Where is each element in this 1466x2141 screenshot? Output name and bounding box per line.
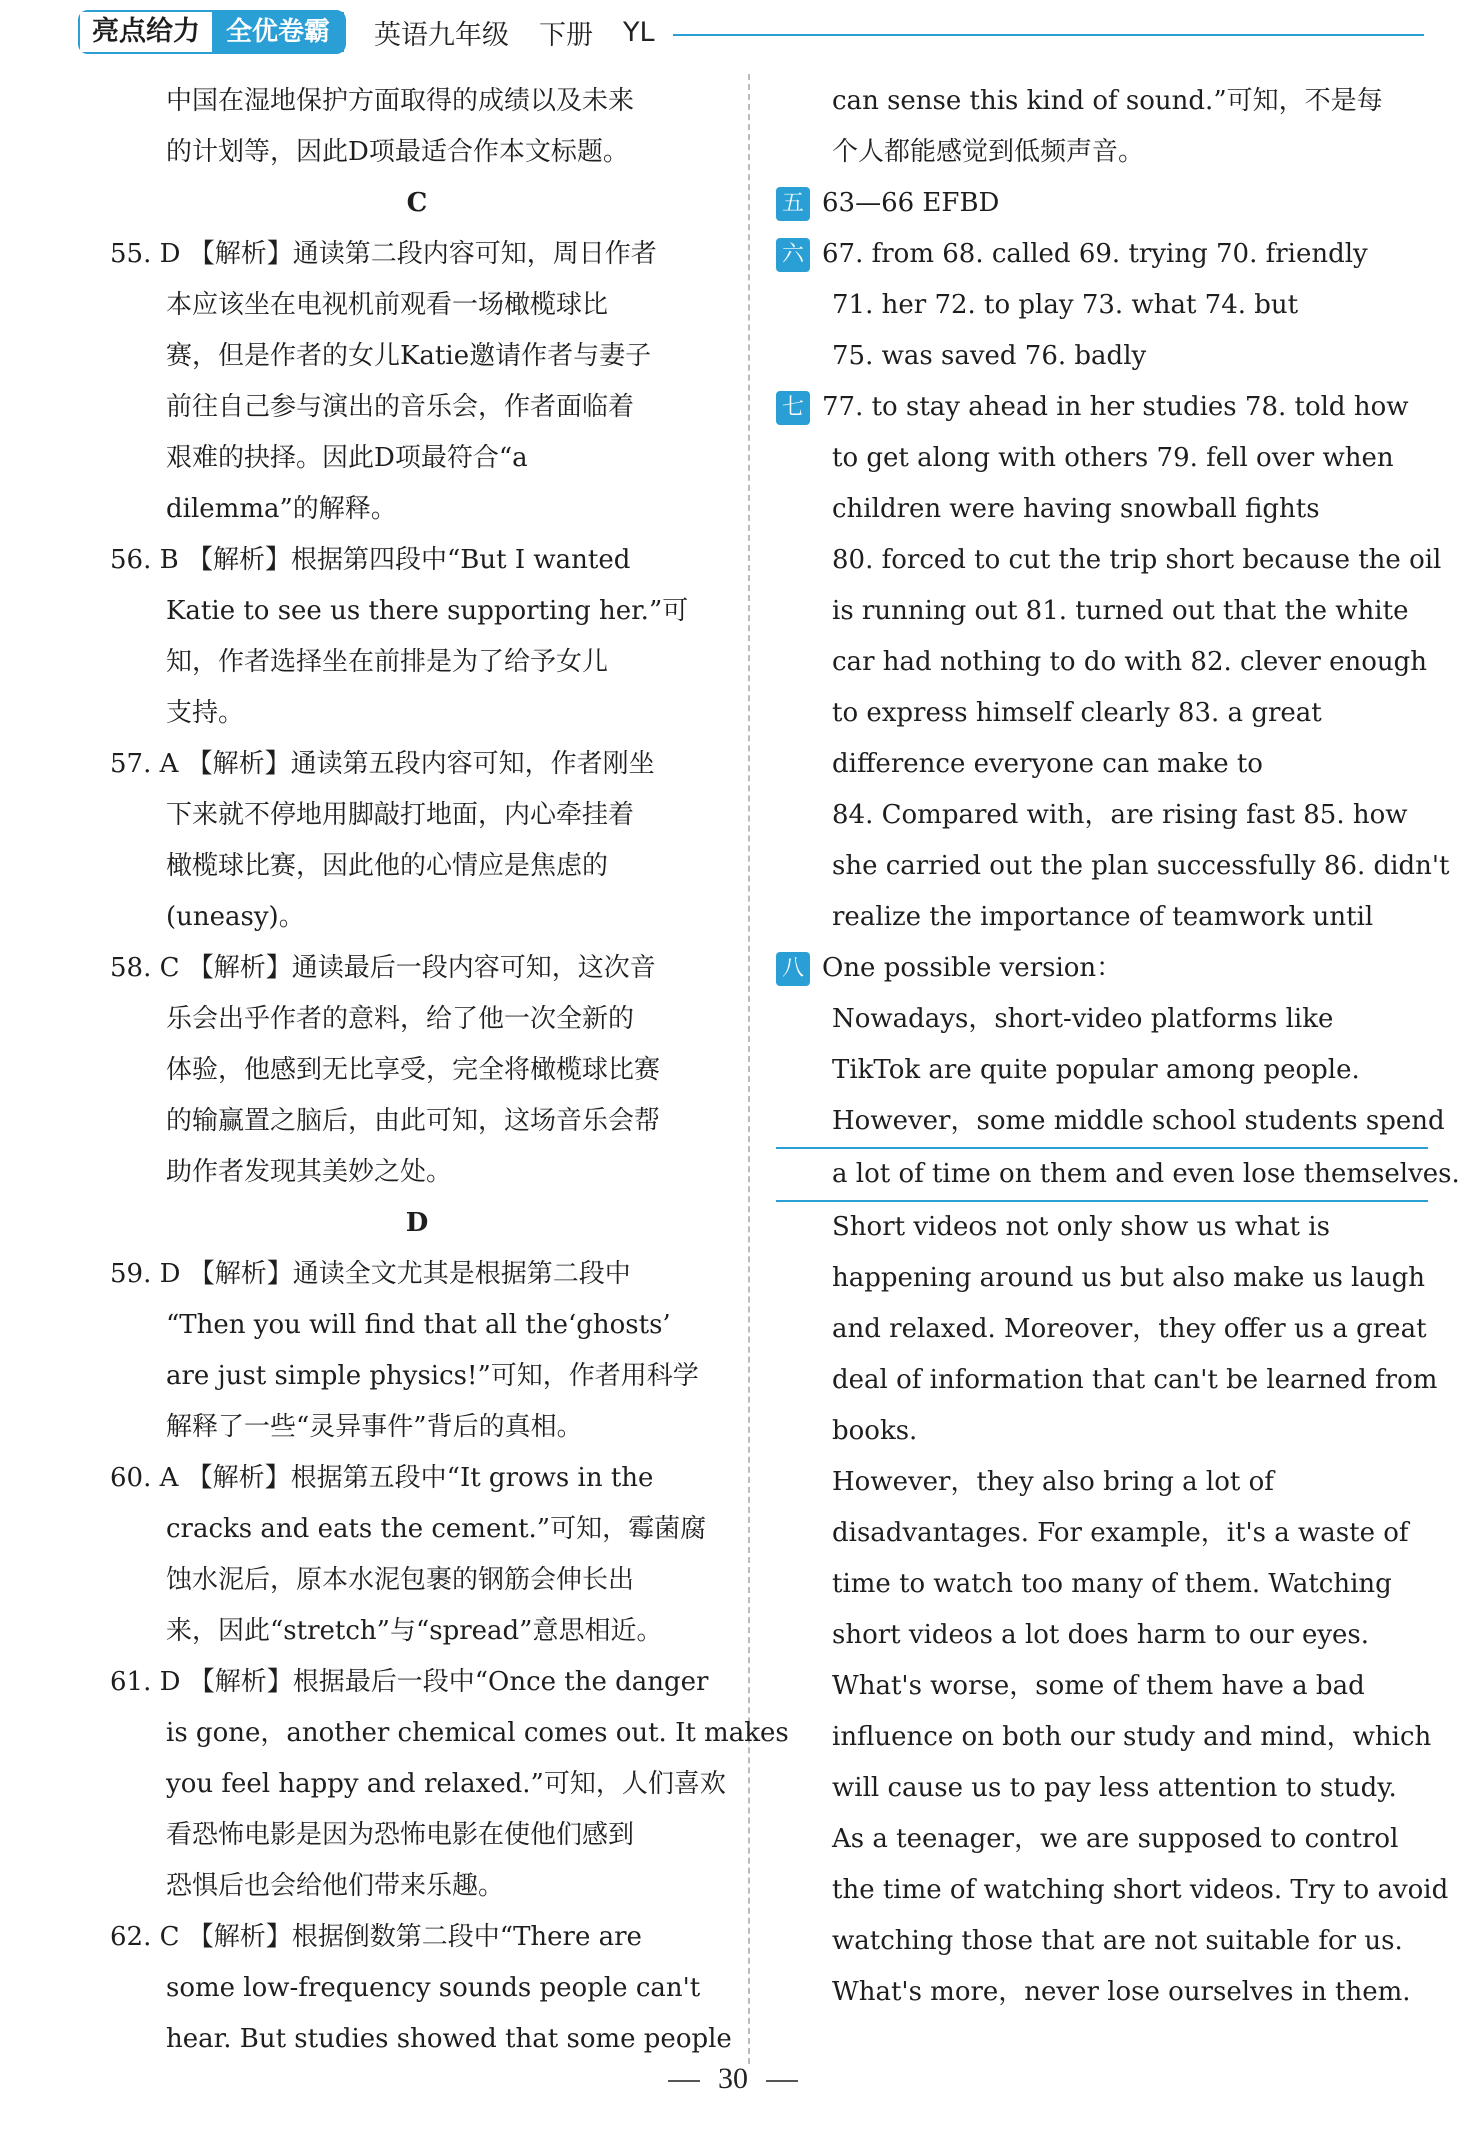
- section-seven: [776, 382, 1428, 433]
- brand-logo: [78, 10, 346, 54]
- section-eight: [776, 943, 1428, 994]
- text-line: 前往自己参与演出的音乐会，作者面临着: [166, 392, 635, 422]
- text-line: 乐会出乎作者的意料，给了他一次全新的: [166, 1004, 635, 1034]
- text-line: (uneasy)。: [166, 902, 305, 932]
- answer-line: 55. D 【解析】通读第二段内容可知，周日作者: [110, 239, 657, 269]
- section-marker: 八: [776, 952, 810, 986]
- subject: 英语九年级: [374, 19, 510, 51]
- brand-part1: 亮点给力: [80, 12, 212, 52]
- section-marker: 七: [776, 391, 810, 425]
- essay-line: books.: [832, 1416, 918, 1446]
- essay-line: Short videos not only show us what is: [832, 1212, 1330, 1242]
- text-line: car had nothing to do with 82. clever enough: [832, 647, 1427, 677]
- answer-line: 58. C 【解析】通读最后一段内容可知，这次音: [110, 953, 656, 983]
- essay-line: However，they also bring a lot of: [832, 1467, 1274, 1497]
- essay-line: and relaxed. Moreover，they offer us a great: [832, 1314, 1427, 1344]
- text-line: 71. her 72. to play 73. what 74. but: [832, 290, 1299, 320]
- essay-line: the time of watching short videos. Try to avoid: [832, 1875, 1449, 1905]
- text-line: 80. forced to cut the trip short because the oil: [832, 545, 1442, 575]
- essay-line: a lot of time on them and even lose themselves.: [776, 1149, 1428, 1202]
- essay-line: deal of information that can't be learned from: [832, 1365, 1438, 1395]
- text-line: 助作者发现其美妙之处。: [166, 1157, 453, 1187]
- text-line: you feel happy and relaxed.”可知，人们喜欢: [166, 1769, 726, 1799]
- header-rule: [673, 34, 1424, 36]
- column-divider: [748, 74, 750, 2064]
- text-line: “Then you will find that all the‘ghosts’: [166, 1310, 671, 1340]
- text-line: 中国在湿地保护方面取得的成绩以及未来: [166, 86, 635, 116]
- text-line: to get along with others 79. fell over when: [832, 443, 1394, 473]
- text-line: 恐惧后也会给他们带来乐趣。: [166, 1871, 505, 1901]
- page-number-value: 30: [718, 2062, 748, 2095]
- text-line: 来，因此“stretch”与“spread”意思相近。: [166, 1616, 663, 1646]
- text-line: 的计划等，因此D项最适合作本文标题。: [166, 137, 629, 167]
- text-line: Katie to see us there supporting her.”可: [166, 596, 689, 626]
- answer-line: 60. A 【解析】根据第五段中“It grows in the: [110, 1463, 654, 1493]
- text-line: 知，作者选择坐在前排是为了给予女儿: [166, 647, 609, 677]
- essay-line: happening around us but also make us laugh: [832, 1263, 1426, 1293]
- essay-line: time to watch too many of them. Watching: [832, 1569, 1392, 1599]
- essay-line: As a teenager，we are supposed to control: [832, 1824, 1399, 1854]
- text-line: she carried out the plan successfully 86. didn't: [832, 851, 1450, 881]
- answer-line: 59. D 【解析】通读全文尤其是根据第二段中: [110, 1259, 631, 1289]
- page-number-dash: [668, 2080, 700, 2082]
- section-heading-d: D: [405, 1208, 429, 1238]
- essay-line: What's worse，some of them have a bad: [832, 1671, 1365, 1701]
- text-line: 艰难的抉择。因此D项最符合“a: [166, 443, 528, 473]
- brand-part2: 全优卷霸: [212, 12, 344, 52]
- text-line: 个人都能感觉到低频声音。: [832, 137, 1145, 167]
- answer-line: 61. D 【解析】根据最后一段中“Once the danger: [110, 1667, 709, 1697]
- text-line: is gone，another chemical comes out. It makes: [166, 1718, 789, 1748]
- text-line: 解释了一些“灵异事件”背后的真相。: [166, 1412, 583, 1442]
- version-heading: One possible version：: [822, 953, 1123, 983]
- section-marker: 六: [776, 238, 810, 272]
- essay-line: watching those that are not suitable for us.: [832, 1926, 1403, 1956]
- text-line: 支持。: [166, 698, 245, 728]
- text-line: to express himself clearly 83. a great: [832, 698, 1322, 728]
- essay-line: What's more，never lose ourselves in them.: [832, 1977, 1411, 2007]
- text-line: hear. But studies showed that some people: [166, 2024, 732, 2054]
- answer-text: 67. from 68. called 69. trying 70. friendly: [822, 239, 1368, 269]
- text-line: some low-frequency sounds people can't: [166, 1973, 701, 2003]
- essay-line: Nowadays，short-video platforms like: [832, 1004, 1334, 1034]
- right-column: [776, 76, 1460, 2018]
- text-line: 体验，他感到无比享受，完全将橄榄球比赛: [166, 1055, 661, 1085]
- answer-line: 56. B 【解析】根据第四段中“But I wanted: [110, 545, 631, 575]
- text-line: is running out 81. turned out that the white: [832, 596, 1409, 626]
- section-six: [776, 229, 1428, 280]
- text-line: 橄榄球比赛，因此他的心情应是焦虑的: [166, 851, 609, 881]
- page-header: [78, 10, 1424, 54]
- text-line: 的输赢置之脑后，由此可知，这场音乐会帮: [166, 1106, 661, 1136]
- section-five: [776, 178, 1428, 229]
- essay-line: will cause us to pay less attention to study.: [832, 1773, 1397, 1803]
- essay-line: However，some middle school students spend: [776, 1096, 1428, 1149]
- text-line: 赛，但是作者的女儿Katie邀请作者与妻子: [166, 341, 652, 371]
- text-line: 75. was saved 76. badly: [832, 341, 1147, 371]
- text-line: 下来就不停地用脚敲打地面，内心牵挂着: [166, 800, 635, 830]
- volume: 下册: [539, 19, 594, 51]
- text-line: cracks and eats the cement.”可知，霉菌腐: [166, 1514, 707, 1544]
- page-number: [0, 2062, 1466, 2096]
- text-line: children were having snowball fights: [832, 494, 1320, 524]
- essay-line: disadvantages. For example，it's a waste of: [832, 1518, 1409, 1548]
- left-column: [110, 76, 789, 2065]
- section-marker: 五: [776, 187, 810, 221]
- page-number-dash: [766, 2080, 798, 2082]
- text-line: are just simple physics!”可知，作者用科学: [166, 1361, 699, 1391]
- answer-line: 57. A 【解析】通读第五段内容可知，作者刚坐: [110, 749, 655, 779]
- text-line: 蚀水泥后，原本水泥包裹的钢筋会伸长出: [166, 1565, 635, 1595]
- essay-line: TikTok are quite popular among people.: [832, 1055, 1360, 1085]
- answer-text: 77. to stay ahead in her studies 78. told how: [822, 392, 1409, 422]
- text-line: difference everyone can make to: [832, 749, 1263, 779]
- text-line: dilemma”的解释。: [166, 494, 397, 524]
- text-line: 84. Compared with，are rising fast 85. how: [832, 800, 1408, 830]
- text-line: realize the importance of teamwork until: [832, 902, 1374, 932]
- text-line: can sense this kind of sound.”可知，不是每: [832, 86, 1383, 116]
- essay-line: short videos a lot does harm to our eyes.: [832, 1620, 1370, 1650]
- answer-line: 62. C 【解析】根据倒数第二段中“There are: [110, 1922, 642, 1952]
- text-line: 本应该坐在电视机前观看一场橄榄球比: [166, 290, 609, 320]
- text-line: 看恐怖电影是因为恐怖电影在使他们感到: [166, 1820, 635, 1850]
- essay-line: influence on both our study and mind，which: [832, 1722, 1432, 1752]
- answer-text: 63—66 EFBD: [822, 188, 1000, 218]
- edition: YL: [623, 16, 655, 48]
- section-heading-c: C: [406, 188, 428, 218]
